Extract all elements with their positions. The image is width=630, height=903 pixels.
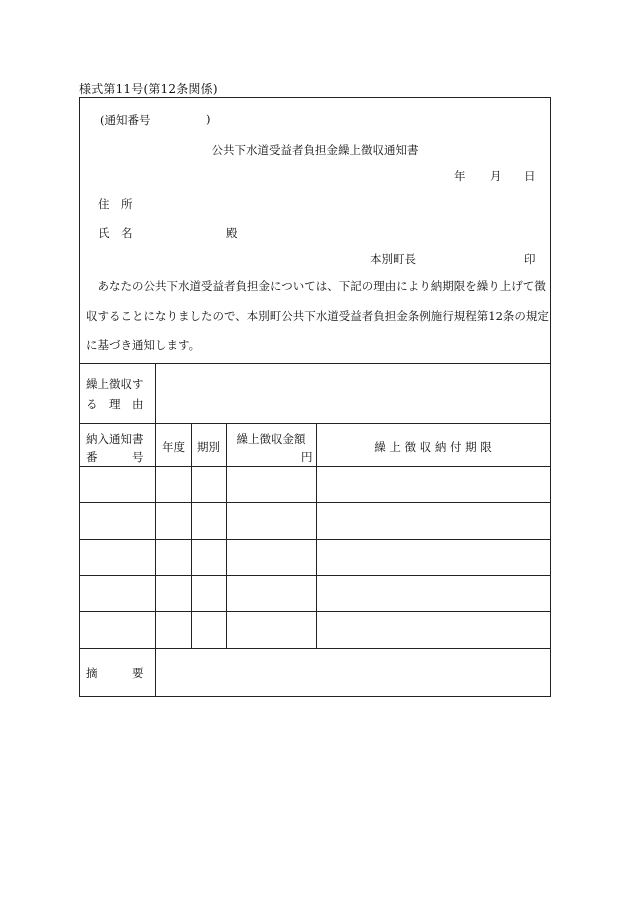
table-cell-notice-number[interactable] [80,576,155,611]
body-text-line: 収することになりましたので、本別町公共下水道受益者負担金条例施行規程第12条の規定 [86,309,549,323]
notice-form [79,97,551,697]
remarks-label: 摘 要 [86,666,144,680]
body-text-line: あなたの公共下水道受益者負担金については、下記の理由により納期限を繰り上げて徴 [86,279,546,293]
table-cell-notice-number[interactable] [80,467,155,502]
table-cell-deadline[interactable] [317,576,550,611]
honorific-label: 殿 [226,226,238,240]
notice-number-close: ) [206,112,211,126]
column-header-amount: 繰上徴収金額 [236,432,306,446]
table-cell-period[interactable] [192,576,226,611]
seal-label: 印 [524,252,536,266]
date-month-label: 月 [490,169,502,183]
remarks-field[interactable] [156,649,550,696]
address-label: 住 所 [98,197,133,211]
column-header-notice-number: 納入通知書 [86,432,144,446]
notice-number-label: (通知番号 [100,113,151,127]
date-day-label: 日 [524,169,536,183]
divider [80,423,550,424]
table-cell-amount[interactable] [227,540,316,575]
table-cell-period[interactable] [192,612,226,648]
table-cell-fiscal-year[interactable] [156,576,191,611]
table-cell-amount[interactable] [227,576,316,611]
table-cell-deadline[interactable] [317,612,550,648]
table-cell-fiscal-year[interactable] [156,612,191,648]
table-cell-deadline[interactable] [317,467,550,502]
table-cell-amount[interactable] [227,612,316,648]
table-cell-fiscal-year[interactable] [156,503,191,539]
document-title: 公共下水道受益者負担金繰上徴収通知書 [211,143,419,157]
form-number-label: 様式第11号(第12条関係) [79,82,218,96]
reason-label: る 理 由 [86,397,144,411]
column-header-notice-number: 番 号 [86,450,144,464]
date-year-label: 年 [454,169,466,183]
body-text-line: に基づき通知します。 [86,338,201,352]
table-cell-amount[interactable] [227,467,316,502]
table-cell-deadline[interactable] [317,503,550,539]
reason-label: 繰上徴収す [86,377,144,391]
column-header-amount-unit: 円 [301,450,313,464]
table-cell-period[interactable] [192,540,226,575]
reason-field[interactable] [156,364,550,423]
table-cell-fiscal-year[interactable] [156,467,191,502]
issuer-label: 本別町長 [370,252,416,266]
table-cell-amount[interactable] [227,503,316,539]
column-header-fiscal-year: 年度 [162,440,185,454]
table-cell-deadline[interactable] [317,540,550,575]
table-cell-period[interactable] [192,503,226,539]
table-cell-fiscal-year[interactable] [156,540,191,575]
table-cell-period[interactable] [192,467,226,502]
table-cell-notice-number[interactable] [80,612,155,648]
table-cell-notice-number[interactable] [80,540,155,575]
column-header-period: 期別 [197,440,220,454]
name-label: 氏 名 [98,226,133,240]
column-header-deadline: 繰 上 徴 収 納 付 期 限 [374,440,492,454]
table-cell-notice-number[interactable] [80,503,155,539]
